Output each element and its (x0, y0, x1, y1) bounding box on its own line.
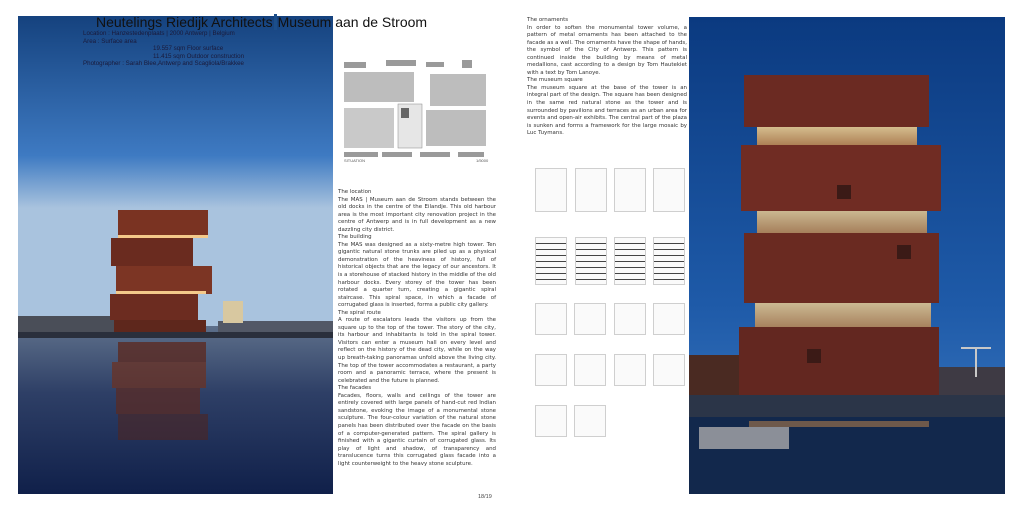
project-info (83, 30, 244, 68)
photo-mas-water-reflection (18, 16, 333, 494)
page-number: 18/19 (478, 494, 492, 500)
section-drawing (575, 237, 607, 285)
elevation-drawing (614, 168, 646, 212)
area-label: Area : Surface area (83, 37, 137, 45)
body-text-left (338, 189, 496, 468)
heading-building: The building (338, 234, 372, 241)
floor-plan-drawing (535, 354, 567, 386)
floor-plan-drawing (653, 354, 685, 386)
photo-mas-tower-dusk (689, 17, 1005, 494)
floor-surface: 19.557 sqm Floor surface (153, 45, 224, 53)
architect-name: Neutelings Riedijk Architects (96, 14, 273, 30)
floor-plan-drawing (574, 354, 606, 386)
section-drawing (614, 237, 646, 285)
body-text-right (527, 17, 687, 138)
heading-facades: The facades (338, 385, 372, 392)
section-drawing (653, 237, 685, 285)
paragraph-facades: Facades, floors, walls and ceilings of the tower are entirely covered with large panels of hand-cut red Indian sandstone, evoking the image of a monumental stone sculpture. The four-colour variation of the natural stone panels has been distributed over the facade on the basis of a computer-generated pattern. The spiral gallery is finished with a gigantic curtain of corrugated glass. Its play of light and shadow, of transparency and translucence turns this corrugated glass facade into a light counterweight to the heavy stone sculpture. (338, 392, 496, 467)
paragraph-location: The MAS | Museum aan de Stroom stands between the old docks in the centre of the Eilandje. This old harbour area is the most important city renovation project in the centre of Antwerp and is in full development as a new dazzling city district. (338, 196, 496, 233)
page-title (96, 14, 427, 30)
floor-plan-drawing (574, 405, 606, 437)
floor-plan-drawing (535, 405, 567, 437)
floor-plan-drawing (574, 303, 606, 335)
elevation-drawing (535, 168, 567, 212)
floor-plan-drawing (535, 303, 567, 335)
paragraph-ornaments: In order to soften the monumental tower volume, a pattern of metal ornaments has been attached to the facade as a well. The ornaments have the shape of hands, the symbol of the City of Antwerp. This pattern is continued inside the building by means of metal medallions, cast according to a design by Tom Hautekiet with a text by Tom Lanoye. (527, 24, 687, 76)
heading-museum-square: The museum square (527, 77, 583, 84)
project-name: Museum aan de Stroom (277, 14, 428, 30)
floor-plan-drawing (614, 303, 646, 335)
title-separator (274, 14, 277, 30)
heading-location: The location (338, 189, 372, 195)
heading-spiral-route: The spiral route (338, 309, 381, 316)
elevation-drawing (575, 168, 607, 212)
photographer-line: Photographer : Sarah Blee,Antwerp and Scagliola/Brakkee (83, 60, 244, 68)
section-drawing (535, 237, 567, 285)
paragraph-museum-square: The museum square at the base of the tower is an integral part of the design. The square has been designed in the same red natural stone as the tower and is surrounded by pavilions and terraces as an urban area for events and open-air exhibits. The central part of the plaza is sunken and forms a framework for the large mosaic by Luc Tuymans. (527, 84, 687, 137)
floor-plan-drawing (653, 303, 685, 335)
site-plan-drawing (340, 56, 492, 166)
floor-plan-drawing (614, 354, 646, 386)
heading-ornaments: The ornaments (527, 17, 569, 23)
site-plan-label: SITUATION (344, 158, 366, 163)
paragraph-spiral-route: A route of escalators leads the visitors up from the square up to the top of the tower. The story of the city, its harbour and inhabitants is told in the spiral tower. Visitors can enter a museum hall on every level and reflect on the history of the dead city, while on the way up breath-taking panoramas unfold above the living city. The top of the tower accommodates a restaurant, a party room and a panoramic terrace, where the present is celebrated and the future is planned. (338, 317, 496, 384)
elevation-drawing (653, 168, 685, 212)
paragraph-building: The MAS was designed as a sixty-metre high tower. Ten gigantic natural stone trunks are piled up as a physical demonstration of the heaviness of history, full of historical objects that are the legacy of our ancestors. It is a storehouse of stacked history in the middle of the old harbour docks. Every storey of the tower has been rotated a quarter turn, creating a gigantic spiral staircase. This spiral space, in which a facade of corrugated glass is inserted, forms a public city gallery. (338, 241, 496, 309)
outdoor-construction: 11.415 sqm Outdoor construction (153, 52, 245, 60)
location-line: Location : Hanzestedenplaats | 2000 Antwerp | Belgium (83, 30, 235, 37)
site-plan-scale: 1/5000 (476, 158, 489, 163)
